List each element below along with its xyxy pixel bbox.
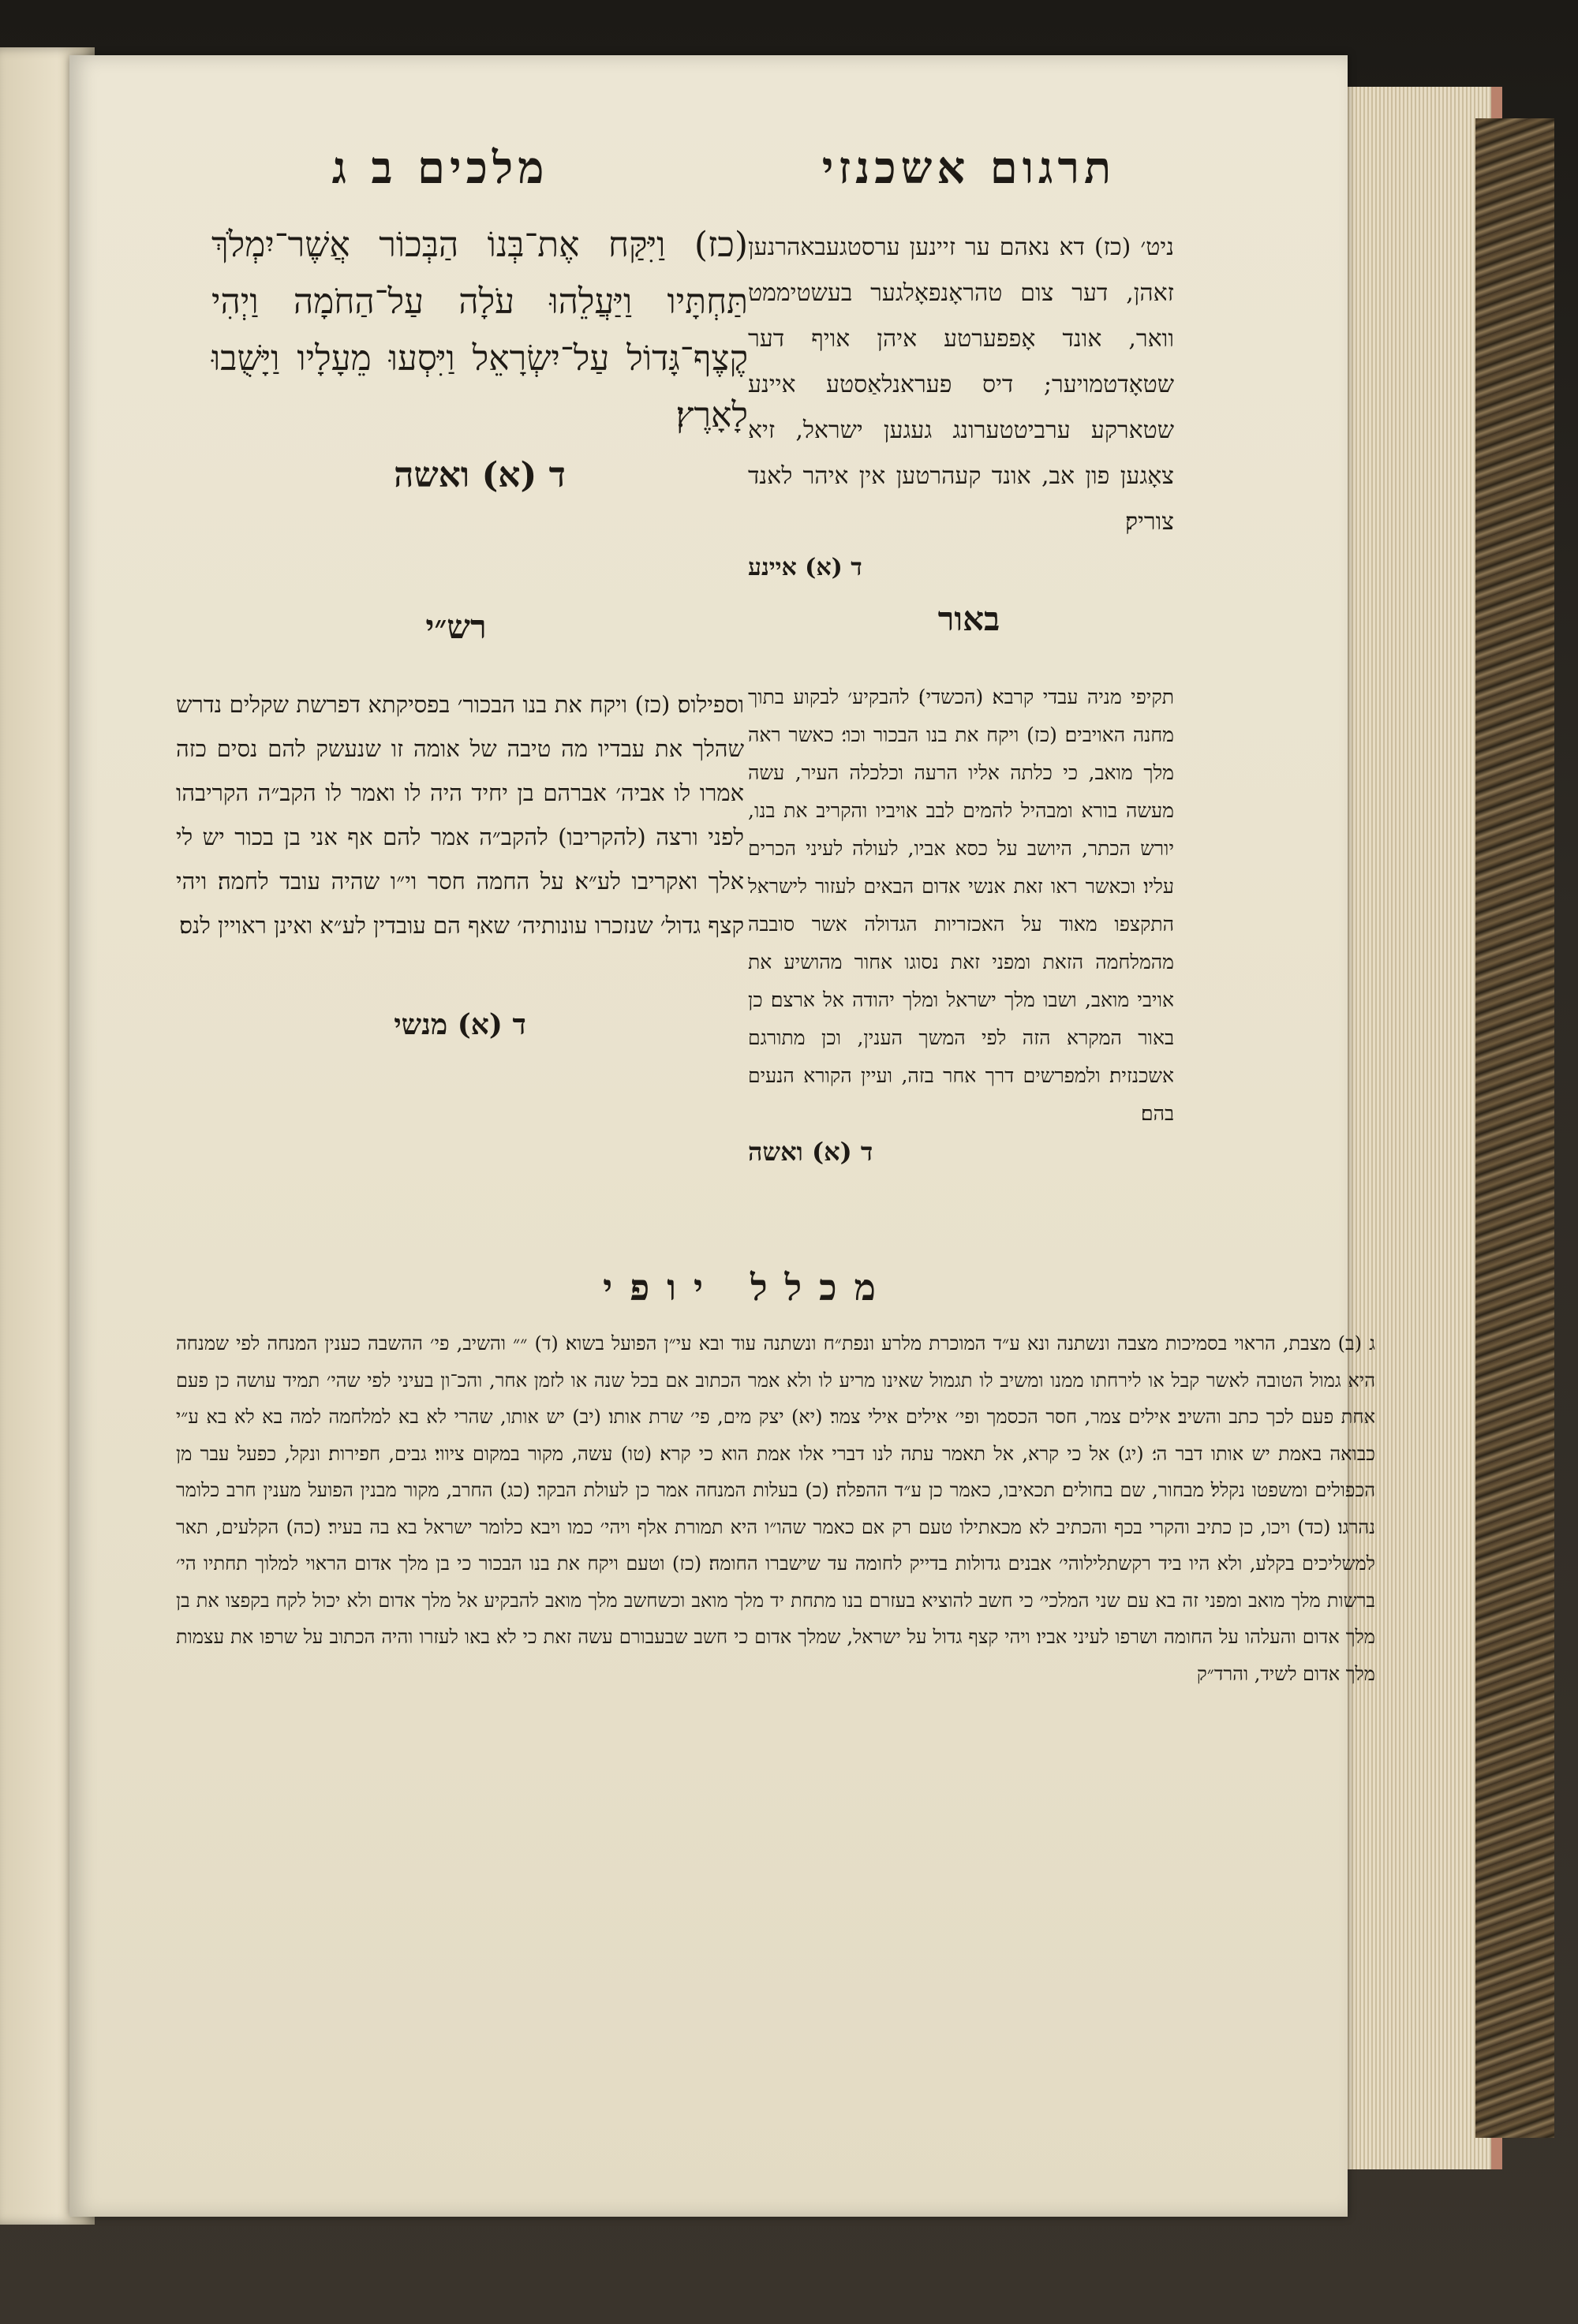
targum-text: ניט׳ (כז) דא נאהם ער זיינען ערסטגעבאהרנען זאהן, דער צום טהראָנפאָלגער בעשטיממט וואר, אונד אָפפערטע איהן אויף דער שטאָדטמויער; דיס פעראנלאַסטע איינע שטארקע ערביטטערונג געגען ישראל, זיא צאָגען פון אב, אונד קעהרטען אין איהר לאנד צוריק׃ bbox=[748, 234, 1174, 536]
mikhlal-yofi-title: מכלל יופי bbox=[603, 1266, 893, 1309]
biur-commentary bbox=[748, 678, 1174, 1171]
header-right-title: תרגום אשכנזי bbox=[821, 142, 1116, 194]
rashi-text: וספילוס׃ (כז) ויקח את בנו הבכור׳ בפסיקתא דפרשת שקלים נדרש שהלך את עבדיו מה טיבה של אומה זו שנעשק להם נסים כזה אמרו לו אביה׳ אברהם בן יחיד היה לו ואמר לו הקב״ה הקריבהו לפני ורצה (להקריבו) להקב״ה אמר להם אף אני בן בכור יש לי אלך ואקריבו לע״א׃ על החמה חסר וי״ו שהיה עובד לחמה׃ ויהי קצף גדול׳ שנזכרו עונותיה׳ שאף הם עובדין לע״א ואינן ראויין לנס׃ bbox=[176, 691, 744, 939]
book-page bbox=[69, 55, 1376, 2217]
biur-text: תקיפי מניה עבדי קרבא׃ (הכשדי)׃ להבקיע׳ לבקוע בתוך מחנה האויבים׃ (כז) ויקח את בנו הבכור וכו׳׃ כאשר ראה מלך מואב, כי כלתה אליו הרעה וכלכלה העיר, עשה מעשה בורא ומבהיל להמים לבב אויביו והקריב את בנו, יורש הכתר, היושב על כסא אביו, לעולה לעיני הכרים עליו׃ וכאשר ראו זאת אנשי אדום הבאים לעזור לישראל התקצפו מאוד על האכזריות הגדולה אשר סובבה מהמלחמה הזאת ומפני זאת נסוגו אחור מהושיע את אויבי מואב, ושבו מלך ישראל ומלך יהודה אל ארצם׃ כן באור המקרא הזה לפי המשך הענין, וכן מתורגם אשכנזית׃ ולמפרשים דרך אחר בזה, ועיין הקורא הנעים בהם׃ bbox=[748, 686, 1174, 1125]
rashi-next-chapter-marker: ד (א) מנשי bbox=[394, 1008, 526, 1041]
biur-title: באור bbox=[937, 600, 1000, 638]
scripture-verse bbox=[211, 217, 748, 504]
verse-next-chapter-marker: ד (א) ואשה bbox=[394, 455, 566, 495]
rashi-commentary bbox=[176, 682, 744, 1047]
header-left-title: מלכים ב ג bbox=[331, 142, 549, 194]
biur-next-chapter-marker: ד (א) ואשה bbox=[748, 1137, 873, 1167]
targum-column bbox=[748, 225, 1174, 591]
book-cover-edge bbox=[1475, 118, 1554, 2138]
mikhlal-yofi-commentary: ג (ב) מצבת, הראוי בסמיכות מצבה ונשתנה ונא ע״ד המוכרת מלרע ונפת״ח ונשתנה עוד ובא עי״ן הפועל בשוא׃ (ד) ״״ והשיב, פי׳ ההשבה כענין המנחה לפי שמנחה היא גמול הטובה לאשר קבל או לירחתו ממנו ומשיב לו תגמול שאינו מריע לו ולא אמר הכתוב אם בכל שנה או לזמן אחר, והכ־ון בעיני לפי שהי׳ תמיד עושה כן פעם אחת פעם לכך כתב והשיב׃ אילים צמר, חסר הכסמך ופי׳ אילים אילי צמר׃ (יא) יצק מים, פי׳ שרת אותו׃ (יב) יש אותו, שהרי לא בא למלחמה למה בא לא בא ע״י כבואה באמת יש אותו דבר ה׳׃ (יג) אל כי קרא, אל תאמר עתה לנו דברי אלו אמת הוא כי קרא׃ (טו) עשה, מקור במקום ציווי׃ גבים, חפירות׃ ונקל, כפעל עבר מן הכפולים ומשפטו נקלל׃ מבחור, שם בחולים׃ תכאיבו, כאמר כן ע״ד ההפלה׃ (כ) בעלות המנחה אמר כן לעולת הבקר׃ (כג) החרב, מקור מבנין הפועל מענין חרב כלומר נהרגו׃ (כד) ויכו, כן כתיב והקרי בכף והכתיב לא מכאתילו טעם רק אם כאמר שהו״ו היא תמורת אלף ויהי׳ כמו ויבא כלומר ישראל בא בה בעיר׃ (כה) הקלעים, תאר למשליכים בקלע, ולא היו ביד רקשתלילוהי׳ אבנים גדולות בדייק לחומה עד שישברו החומה׃ (כז) וטעם ויקח את בנו הבכור כי בן מלך אדום הראוי למלוך תחתיו הי׳ ברשות מלך מואב ומפני זה בא עם שני המלכי׳ כי חשב להוציא בעזרם בנו מתחת יד מלך מואב וכשחשב מלך מואב להבקיע אל מלך אדום ולא יכול לקח בקפצו את בן מלך אדום והעלהו על החומה ושרפו לעיני אביו׃ ויהי קצף גדול על ישראל, שמלך אדום כי חשב שבעבורם עשה זאת כי לא באו לעזרו והיה הכתוב על שרפו את עצמות מלך אדום לשיד, והרד״ק bbox=[176, 1332, 1376, 1685]
verse-text: (כז) וַיִּקַּח אֶת־בְּנוֹ הַבְּכוֹר אֲשֶׁר־יִמְלֹךְ תַּחְתָּיו וַיַּעֲלֵהוּ עֹלָה עַל־הַחֹמָה וַיְהִי קֶצֶף־גָּדוֹל עַל־יִשְׂרָאֵל וַיִּסְעוּ מֵעָלָיו וַיָּשֻׁבוּ לָאָרֶץ׃ bbox=[211, 225, 748, 435]
targum-next-chapter-marker: ד (א) איינע bbox=[748, 554, 862, 581]
rashi-title: רש״י bbox=[425, 607, 487, 646]
